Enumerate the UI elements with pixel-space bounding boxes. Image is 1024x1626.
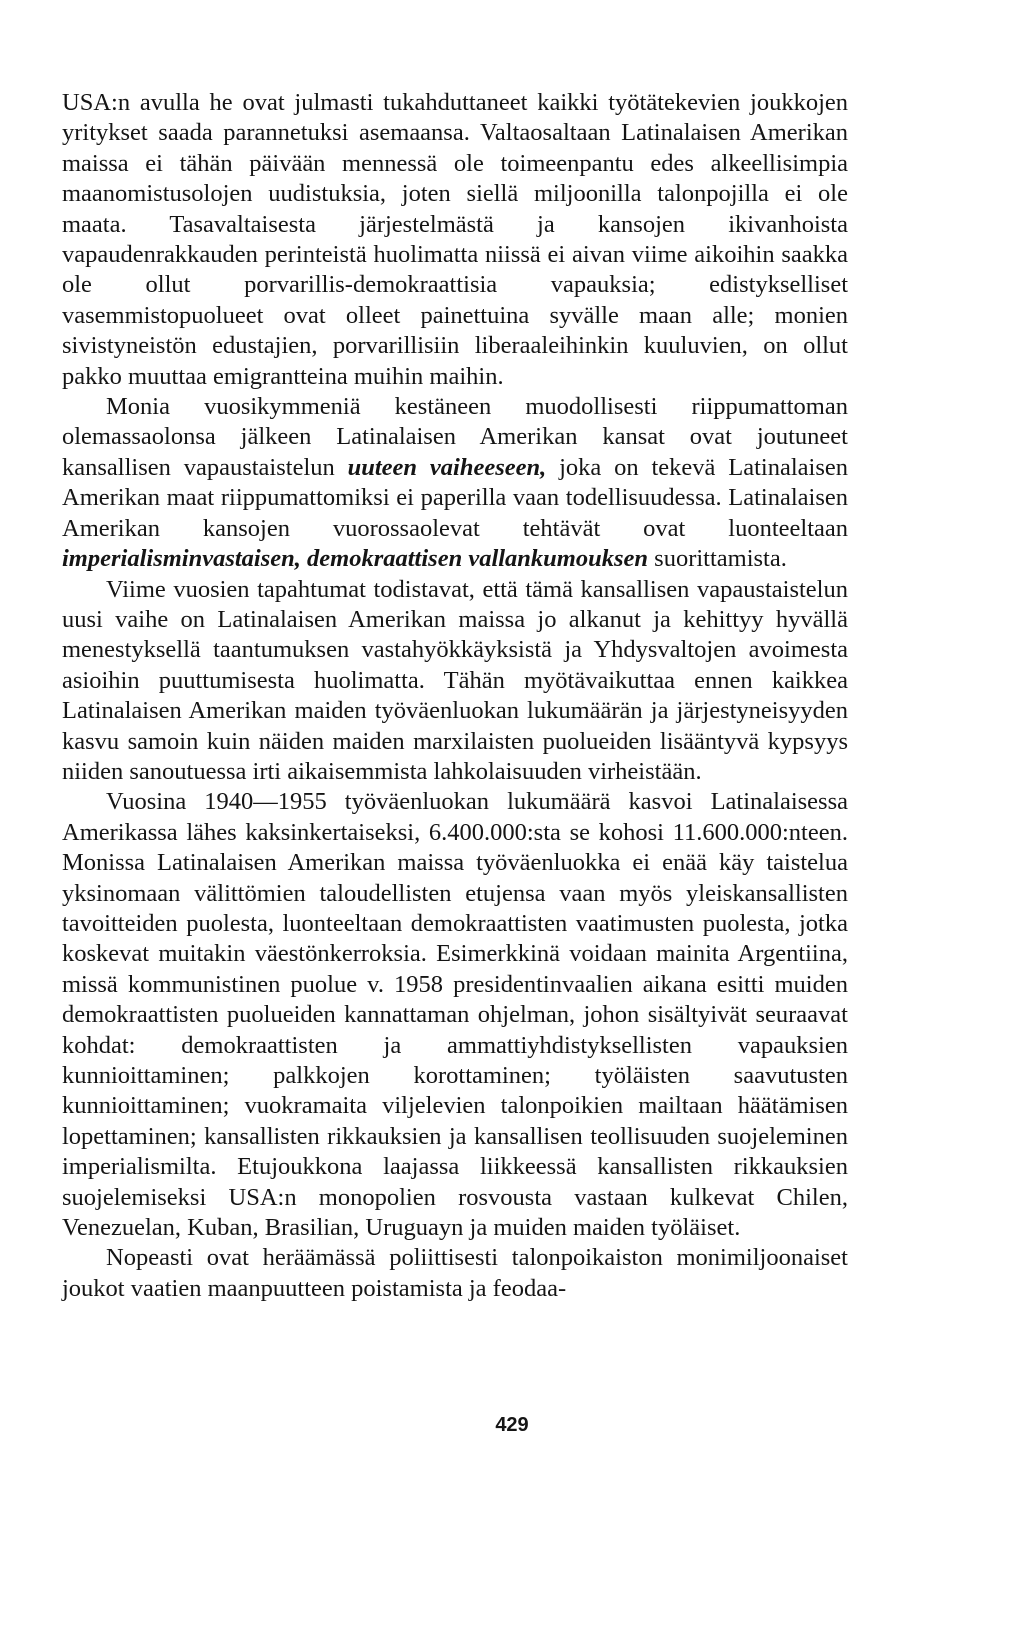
paragraph-2-text-a: Monia vuosikymmeniä kestäneen muodollisesti riippumattoman olemassaolonsa jälkeen Latinalaisen Amerikan kansat ovat joutuneet kansallisen vapaustaistelun — [62, 393, 848, 481]
paragraph-2-text-b: joka on tekevä Latinalaisen Amerikan maat riippumattomiksi ei paperilla vaan todellisuudessa. Latinalaisen Amerikan kansojen vuorossaolevat tehtävät ovat luonteeltaan — [62, 453, 848, 542]
paragraph-2 — [62, 392, 848, 574]
paragraph-2-emphasis-a: uuteen vaiheeseen, — [347, 453, 547, 481]
paragraph-2-emphasis-b: imperialisminvastaisen, demokraattisen vallankumouksen — [62, 545, 649, 573]
page-body — [62, 88, 848, 1304]
paragraph-2-text-c: suorittamista. — [648, 545, 787, 573]
paragraph-1: USA:n avulla he ovat julmasti tukahduttaneet kaikki työtätekevien joukkojen yritykset saada parannetuksi asemaansa. Valtaosaltaan Latinalaisen Amerikan maissa ei tähän päivään mennessä ole toimeenpantu edes alkeellisimpia maanomistusolojen uudistuksia, joten siellä miljoonilla talonpojilla ei ole maata. Tasavaltaisesta järjestelmästä ja kansojen ikivanhoista vapaudenrakkauden perinteistä huolimatta niissä ei aivan viime aikoihin saakka ole ollut porvarillis-demokraattisia vapauksia; edistykselliset vasemmistopuolueet ovat olleet painettuina syvälle maan alle; monien sivistyneistön edustajien, porvarillisiin liberaaleihinkin kuuluvien, on ollut pakko muuttaa emigrantteina muihin maihin. — [62, 89, 848, 390]
paragraph-4: Vuosina 1940—1955 työväenluokan lukumäärä kasvoi Latinalaisessa Amerikassa lähes kaksinkertaiseksi, 6.400.000:sta se kohosi 11.600.000:nteen. Monissa Latinalaisen Amerikan maissa työväenluokka ei enää käy taistelua yksinomaan välittömien taloudellisten etujensa vaan myös yleiskansallisten tavoitteiden puolesta, luonteeltaan demokraattisten vaatimusten puolesta, jotka koskevat muitakin väestönkerroksia. Esimerkkinä voidaan mainita Argentiina, missä kommunistinen puolue v. 1958 presidentinvaalien aikana esitti muiden demokraattisten puolueiden kannattaman ohjelman, johon sisältyivät seuraavat kohdat: demokraattisten ja ammattiyhdistyksellisten vapauksien kunnioittaminen; palkkojen korottaminen; työläisten saavutusten kunnioittaminen; vuokramaita viljelevien talonpoikien mailtaan häätämisen lopettaminen; kansallisten rikkauksien ja kansallisen teollisuuden suojeleminen imperialismilta. Etujoukkona laajassa liikkeessä kansallisten rikkauksien suojelemiseksi USA:n monopolien rosvousta vastaan kulkevat Chilen, Venezuelan, Kuban, Brasilian, Uruguayn ja muiden maiden työläiset. — [62, 788, 848, 1242]
paragraph-5: Nopeasti ovat heräämässä poliittisesti talonpoikaiston monimiljoonaiset joukot vaatien maanpuutteen poistamista ja feodaa- — [62, 1244, 848, 1302]
page-number: 429 — [495, 1414, 529, 1436]
paragraph-3: Viime vuosien tapahtumat todistavat, että tämä kansallisen vapaustaistelun uusi vaihe on Latinalaisen Amerikan maissa jo alkanut ja kehittyy hyvällä menestyksellä taantumuksen vastahyökkäyksistä ja Yhdysvaltojen avoimesta asioihin puuttumisesta huolimatta. Tähän myötävaikuttaa ennen kaikkea Latinalaisen Amerikan maiden työväenluokan lukumäärän ja järjestyneisyyden kasvu samoin kuin näiden maiden marxilaisten puolueiden lisääntyvä kypsyys niiden sanoutuessa irti aikaisemmista lahkolaisuuden virheistään. — [62, 575, 848, 785]
